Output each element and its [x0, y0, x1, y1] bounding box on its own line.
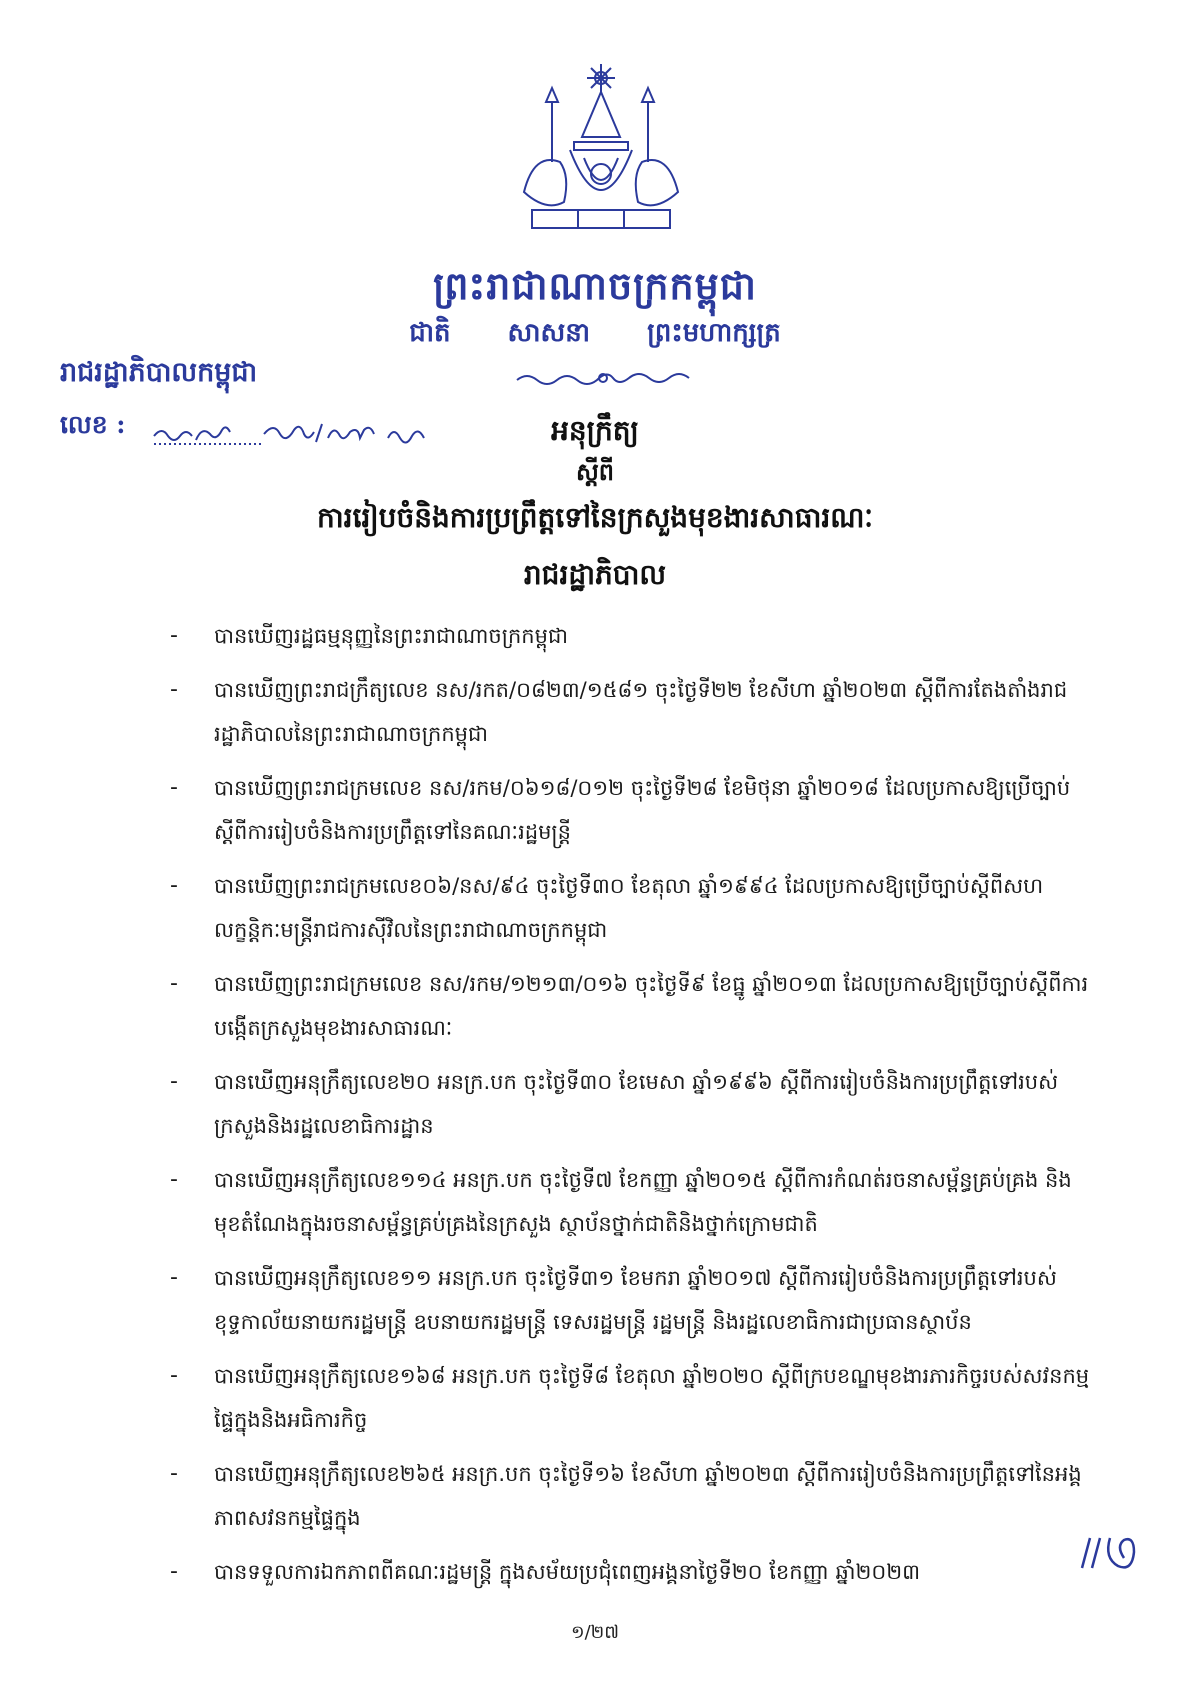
list-item: [170, 766, 1090, 854]
reference-number-label: លេខ :: [60, 410, 126, 439]
list-bullet: -: [170, 1167, 178, 1192]
list-item: [170, 864, 1090, 952]
handwritten-initials-signature: [1076, 1528, 1146, 1576]
list-item: [170, 1060, 1090, 1148]
list-item: [170, 668, 1090, 756]
decree-type-heading: អនុក្រឹត្យ: [551, 414, 639, 447]
list-item-text: បានឃើញព្រះរាជក្រមលេខ នស/រកម/១២១៣/០១៦ ចុះថ្ងៃទី៩ ខែធ្នូ ឆ្នាំ២០១៣ ដែលប្រកាសឱ្យប្រើច្បាប់ស្ដីពីការបង្កើតក្រសួងមុខងារសាធារណៈ: [214, 972, 1089, 1040]
list-item: [170, 1550, 1090, 1594]
legal-basis-list: [170, 614, 1090, 1604]
list-item: [170, 614, 1090, 658]
motto-religion: សាសនា: [507, 318, 591, 348]
motto-nation: ជាតិ: [409, 318, 451, 348]
list-item-text: បានឃើញព្រះរាជក្រមលេខ នស/រកម/០៦១៨/០១២ ចុះថ្ងៃទី២៨ ខែមិថុនា ឆ្នាំ២០១៨ ដែលប្រកាសឱ្យប្រើច្បាប់ស្ដីពីការរៀបចំនិងការប្រព្រឹត្តទៅនៃគណៈរដ្ឋមន្ត្រី: [214, 776, 1071, 844]
page-number: ១/២៧: [570, 1622, 620, 1643]
list-item: [170, 1452, 1090, 1540]
authority-heading: រាជរដ្ឋាភិបាល: [523, 558, 667, 591]
list-item: [170, 1256, 1090, 1344]
list-bullet: -: [170, 1363, 178, 1388]
list-bullet: -: [170, 1265, 178, 1290]
list-item-text: បានទទួលការឯកភាពពីគណៈរដ្ឋមន្ត្រី ក្នុងសម័យប្រជុំពេញអង្គនាថ្ងៃទី២០ ខែកញ្ញា ឆ្នាំ២០២៣: [214, 1560, 921, 1584]
national-motto: [0, 316, 1190, 354]
list-bullet: -: [170, 1461, 178, 1486]
decree-subject-heading: ការរៀបចំនិងការប្រព្រឹត្តទៅនៃក្រសួងមុខងារសាធារណៈ: [317, 501, 873, 534]
list-item-text: បានឃើញអនុក្រឹត្យលេខ១១៤ អនក្រ.បក ចុះថ្ងៃទី៧ ខែកញ្ញា ឆ្នាំ២០១៥ ស្ដីពីការកំណត់រចនាសម្ព័ន្ធគ្រប់គ្រង និងមុខតំណែងក្នុងរចនាសម្ព័ន្ធគ្រប់គ្រងនៃក្រសួង ស្ថាប័នថ្នាក់ជាតិនិងថ្នាក់ក្រោមជាតិ: [214, 1168, 1072, 1236]
kingdom-title: ព្រះរាជាណាចក្រកម្ពុជា: [433, 263, 757, 308]
list-item-text: បានឃើញអនុក្រឹត្យលេខ១១ អនក្រ.បក ចុះថ្ងៃទី៣១ ខែមករា ឆ្នាំ២០១៧ ស្ដីពីការរៀបចំនិងការប្រព្រឹត្តទៅរបស់ខុទ្ទកាល័យនាយករដ្ឋមន្ត្រី ឧបនាយករដ្ឋមន្ត្រី ទេសរដ្ឋមន្ត្រី រដ្ឋមន្ត្រី និងរដ្ឋលេខាធិការជាប្រធានស្ថាប័ន: [214, 1266, 1057, 1334]
list-bullet: -: [170, 775, 178, 800]
list-bullet: -: [170, 1559, 178, 1584]
list-item-text: បានឃើញព្រះរាជក្រមលេខ០៦/នស/៩៤ ចុះថ្ងៃទី៣០ ខែតុលា ឆ្នាំ១៩៩៤ ដែលប្រកាសឱ្យប្រើច្បាប់ស្ដីពីសហលក្ខន្តិកៈមន្ត្រីរាជការស៊ីវិលនៃព្រះរាជាណាចក្រកម្ពុជា: [214, 874, 1044, 942]
list-bullet: -: [170, 971, 178, 996]
list-item-text: បានឃើញរដ្ឋធម្មនុញ្ញនៃព្រះរាជាណាចក្រកម្ពុជា: [214, 624, 568, 648]
list-item: [170, 962, 1090, 1050]
decorative-divider-ornament: [515, 368, 690, 390]
motto-king: ព្រះមហាក្សត្រ: [647, 318, 781, 348]
list-item: [170, 1354, 1090, 1442]
issuing-government: រាជរដ្ឋាភិបាលកម្ពុជា: [60, 357, 258, 388]
regarding-heading: ស្ដីពី: [575, 457, 615, 486]
list-item-text: បានឃើញអនុក្រឹត្យលេខ២៦៥ អនក្រ.បក ចុះថ្ងៃទី១៦ ខែសីហា ឆ្នាំ២០២៣ ស្ដីពីការរៀបចំនិងការប្រព្រឹត្តទៅនៃអង្គភាពសវនកម្មផ្ទៃក្នុង: [214, 1462, 1082, 1530]
list-item-text: បានឃើញព្រះរាជក្រឹត្យលេខ នស/រកត/០៨២៣/១៥៨១ ចុះថ្ងៃទី២២ ខែសីហា ឆ្នាំ២០២៣ ស្ដីពីការតែងតាំងរាជរដ្ឋាភិបាលនៃព្រះរាជាណាចក្រកម្ពុជា: [214, 678, 1068, 746]
list-item-text: បានឃើញអនុក្រឹត្យលេខ២០ អនក្រ.បក ចុះថ្ងៃទី៣០ ខែមេសា ឆ្នាំ១៩៩៦ ស្ដីពីការរៀបចំនិងការប្រព្រឹត្តទៅរបស់ក្រសួងនិងរដ្ឋលេខាធិការដ្ឋាន: [214, 1070, 1059, 1138]
list-item: [170, 1158, 1090, 1246]
list-bullet: -: [170, 677, 178, 702]
list-item-text: បានឃើញអនុក្រឹត្យលេខ១៦៨ អនក្រ.បក ចុះថ្ងៃទី៨ ខែតុលា ឆ្នាំ២០២០ ស្ដីពីក្របខណ្ឌមុខងារភារកិច្ចរបស់សវនកម្មផ្ទៃក្នុងនិងអធិការកិច្ច: [214, 1364, 1090, 1432]
royal-coat-of-arms-emblem: [512, 62, 690, 244]
list-bullet: -: [170, 873, 178, 898]
list-bullet: -: [170, 1069, 178, 1094]
list-bullet: -: [170, 623, 178, 648]
